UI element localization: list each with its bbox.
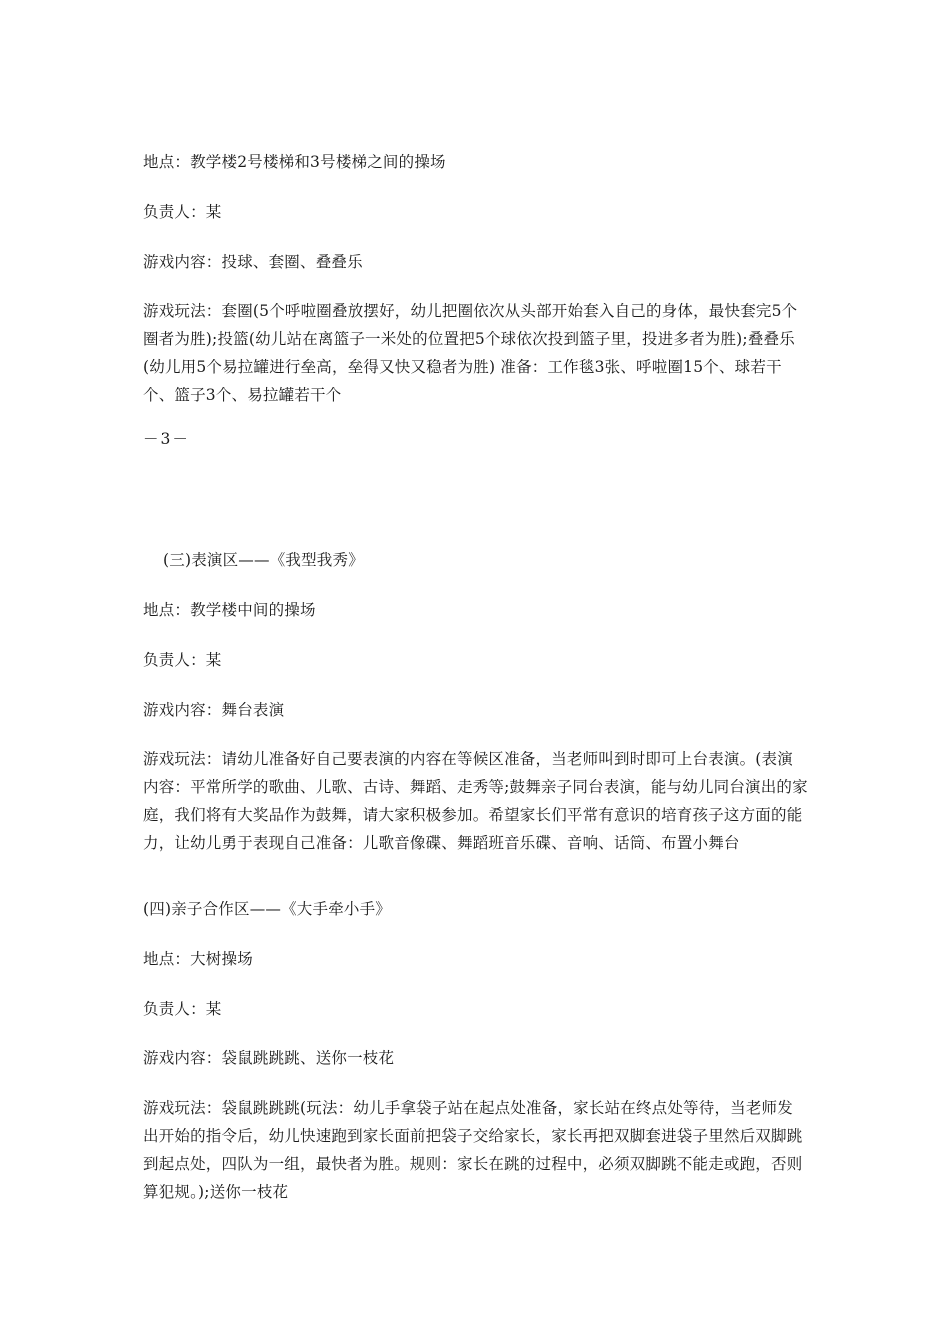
section4-content: 游戏内容：袋鼠跳跳跳、送你一枝花 xyxy=(143,1049,395,1067)
section4-heading: (四)亲子合作区——《大手牵小手》 xyxy=(143,900,391,918)
section2-person: 负责人：某 xyxy=(143,203,222,221)
section2-content: 游戏内容：投球、套圈、叠叠乐 xyxy=(143,253,363,271)
section3-heading: (三)表演区——《我型我秀》 xyxy=(163,551,364,569)
section4-rules: 游戏玩法：袋鼠跳跳跳(玩法：幼儿手拿袋子站在起点处准备，家长站在终点处等待，当老师发出开始的指令后，幼儿快速跑到家长面前把袋子交给家长，家长再把双脚套进袋子里然后双脚跳到起点处，四队为一组，最快者为胜。规则：家长在跳的过程中，必须双脚跳不能走或跑，否则算犯规。);送你一枝花 xyxy=(143,1099,803,1201)
page-number: －3－ xyxy=(143,430,190,448)
section4-person: 负责人：某 xyxy=(143,1000,222,1018)
section2-rules: 游戏玩法：套圈(5个呼啦圈叠放摆好，幼儿把圈依次从头部开始套入自己的身体，最快套完5个圈者为胜);投篮(幼儿站在离篮子一米处的位置把5个球依次投到篮子里，投进多者为胜);叠叠乐(幼儿用5个易拉罐进行垒高，垒得又快又稳者为胜) 准备：工作毯3张、呼啦圈15个、球若干个、篮子3个、易拉罐若干个 xyxy=(143,302,798,404)
section3-location: 地点：教学楼中间的操场 xyxy=(143,601,316,619)
section3-rules: 游戏玩法：请幼儿准备好自己要表演的内容在等候区准备，当老师叫到时即可上台表演。(表演内容：平常所学的歌曲、儿歌、古诗、舞蹈、走秀等;鼓舞亲子同台表演，能与幼儿同台演出的家庭，我们将有大奖品作为鼓舞，请大家积极参加。希望家长们平常有意识的培育孩子这方面的能力，让幼儿勇于表现自己准备：儿歌音像碟、舞蹈班音乐碟、音响、话筒、布置小舞台 xyxy=(143,750,808,852)
section3-content: 游戏内容：舞台表演 xyxy=(143,701,285,719)
section2-location: 地点：教学楼2号楼梯和3号楼梯之间的操场 xyxy=(143,153,446,171)
section4-location: 地点：大树操场 xyxy=(143,950,253,968)
section3-person: 负责人：某 xyxy=(143,651,222,669)
